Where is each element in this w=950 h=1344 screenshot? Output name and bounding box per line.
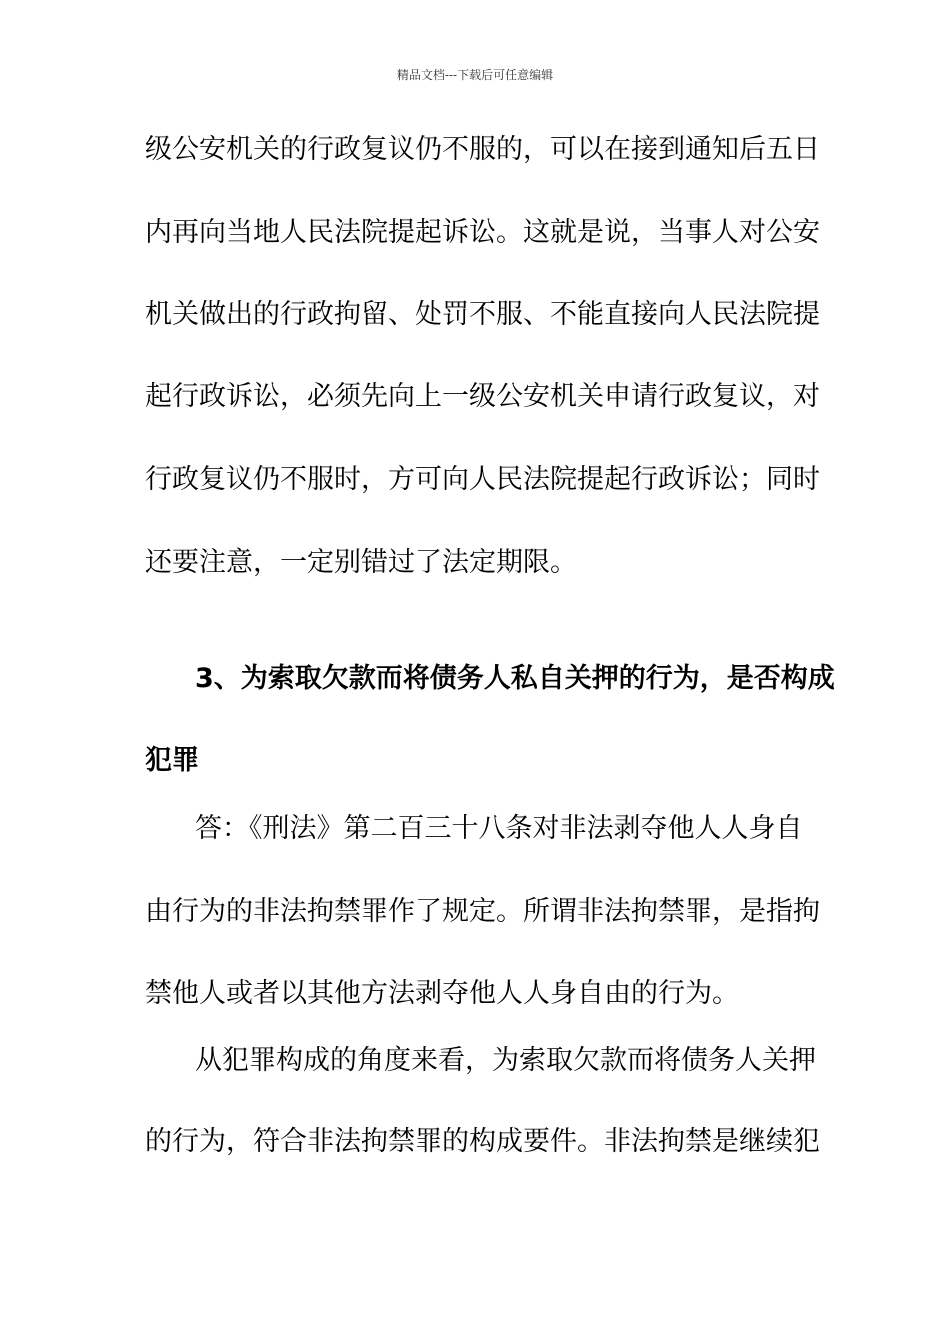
paragraph-line-1: 从犯罪构成的角度来看，为索取欠款而将债务人关押 — [195, 1045, 816, 1076]
body-line-3: 机关做出的行政拘留、处罚不服、不能直接向人民法院提 — [145, 299, 820, 330]
answer-line-2: 由行为的非法拘禁罪作了规定。所谓非法拘禁罪，是指拘 — [145, 896, 820, 927]
page-header: 精品文档---下载后可任意编辑 — [396, 68, 554, 82]
body-line-2: 内再向当地人民法院提起诉讼。这就是说，当事人对公安 — [145, 217, 820, 248]
section-heading-line-1: 3、为索取欠款而将债务人私自关押的行为，是否构成 — [195, 663, 835, 694]
body-line-4: 起行政诉讼，必须先向上一级公安机关申请行政复议，对 — [145, 381, 820, 412]
body-line-6: 还要注意，一定别错过了法定期限。 — [145, 547, 577, 578]
body-line-5: 行政复议仍不服时，方可向人民法院提起行政诉讼；同时 — [145, 464, 820, 495]
paragraph-line-2: 的行为，符合非法拘禁罪的构成要件。非法拘禁是继续犯 — [145, 1126, 820, 1157]
answer-line-3: 禁他人或者以其他方法剥夺他人人身自由的行为。 — [145, 978, 739, 1009]
body-line-1: 级公安机关的行政复议仍不服的，可以在接到通知后五日 — [145, 134, 820, 165]
section-heading-line-2: 犯罪 — [145, 745, 199, 776]
answer-line-1: 答：《刑法》第二百三十八条对非法剥夺他人人身自 — [195, 813, 803, 844]
